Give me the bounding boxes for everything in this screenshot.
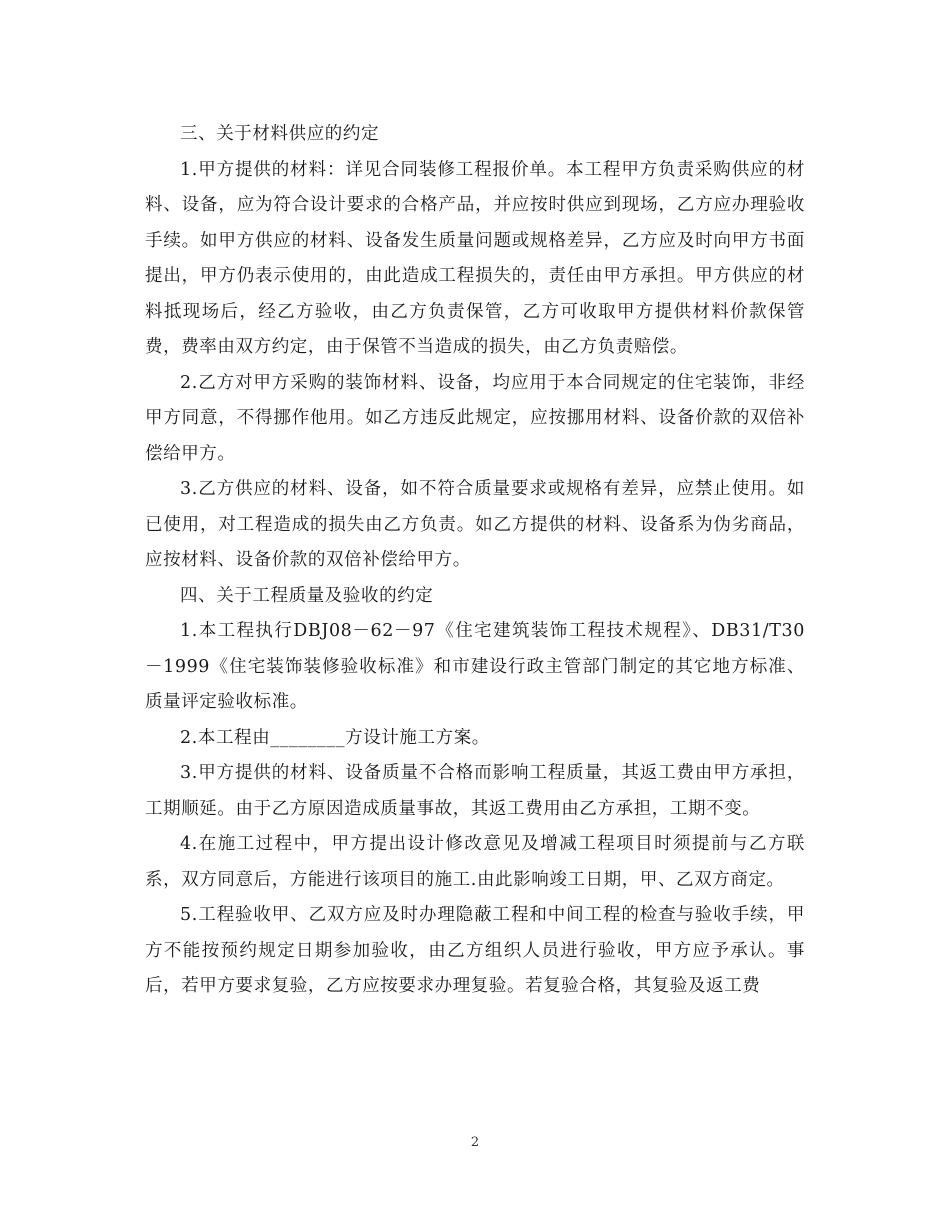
clause-quality-3: 3.甲方提供的材料、设备质量不合格而影响工程质量，其返工费由甲方承担，工期顺延。由于乙方原因造成质量事故，其返工费用由乙方承担，工期不变。 bbox=[145, 763, 805, 819]
clause-quality-5: 5.工程验收甲、乙双方应及时办理隐蔽工程和中间工程的检查与验收手续，甲方不能按预约规定日期参加验收，由乙方组织人员进行验收，甲方应予承认。事后，若甲方要求复验，乙方应按要求办理复验。若复验合格，其复验及返工费 bbox=[145, 905, 805, 996]
page-number: 2 bbox=[470, 1135, 480, 1150]
clause-quality-1: 1.本工程执行DBJ08－62－97《住宅建筑装饰工程技术规程》、DB31/T30－1999《住宅装饰装修验收标准》和市建设行政主管部门制定的其它地方标准、质量评定验收标准。 bbox=[145, 621, 805, 712]
clause-quality-4: 4.在施工过程中，甲方提出设计修改意见及增减工程项目时须提前与乙方联系，双方同意后，方能进行该项目的施工.由此影响竣工日期，甲、乙双方商定。 bbox=[145, 834, 805, 890]
clause-quality-2: 2.本工程由________方设计施工方案。 bbox=[180, 727, 490, 748]
clause-materials-3: 3.乙方供应的材料、设备，如不符合质量要求或规格有差异，应禁止使用。如已使用，对工程造成的损失由乙方负责。如乙方提供的材料、设备系为伪劣商品，应按材料、设备价款的双倍补偿给甲方。 bbox=[145, 479, 805, 570]
section-heading-materials: 三、关于材料供应的约定 bbox=[180, 124, 380, 144]
clause-materials-2: 2.乙方对甲方采购的装饰材料、设备，均应用于本合同规定的住宅装饰，非经甲方同意，不得挪作他用。如乙方违反此规定，应按挪用材料、设备价款的双倍补偿给甲方。 bbox=[145, 372, 805, 464]
document-body bbox=[145, 117, 805, 1005]
section-heading-quality: 四、关于工程质量及验收的约定 bbox=[180, 585, 434, 606]
clause-materials-1: 1.甲方提供的材料：详见合同装修工程报价单。本工程甲方负责采购供应的材料、设备，应为符合设计要求的合格产品，并应按时供应到现场，乙方应办理验收手续。如甲方供应的材料、设备发生质量问题或规格差异，乙方应及时向甲方书面提出，甲方仍表示使用的，由此造成工程损失的，责任由甲方承担。甲方供应的材料抵现场后，经乙方验收，由乙方负责保管，乙方可收取甲方提供材料价款保管费，费率由双方约定，由于保管不当造成的损失，由乙方负责赔偿。 bbox=[145, 159, 805, 357]
